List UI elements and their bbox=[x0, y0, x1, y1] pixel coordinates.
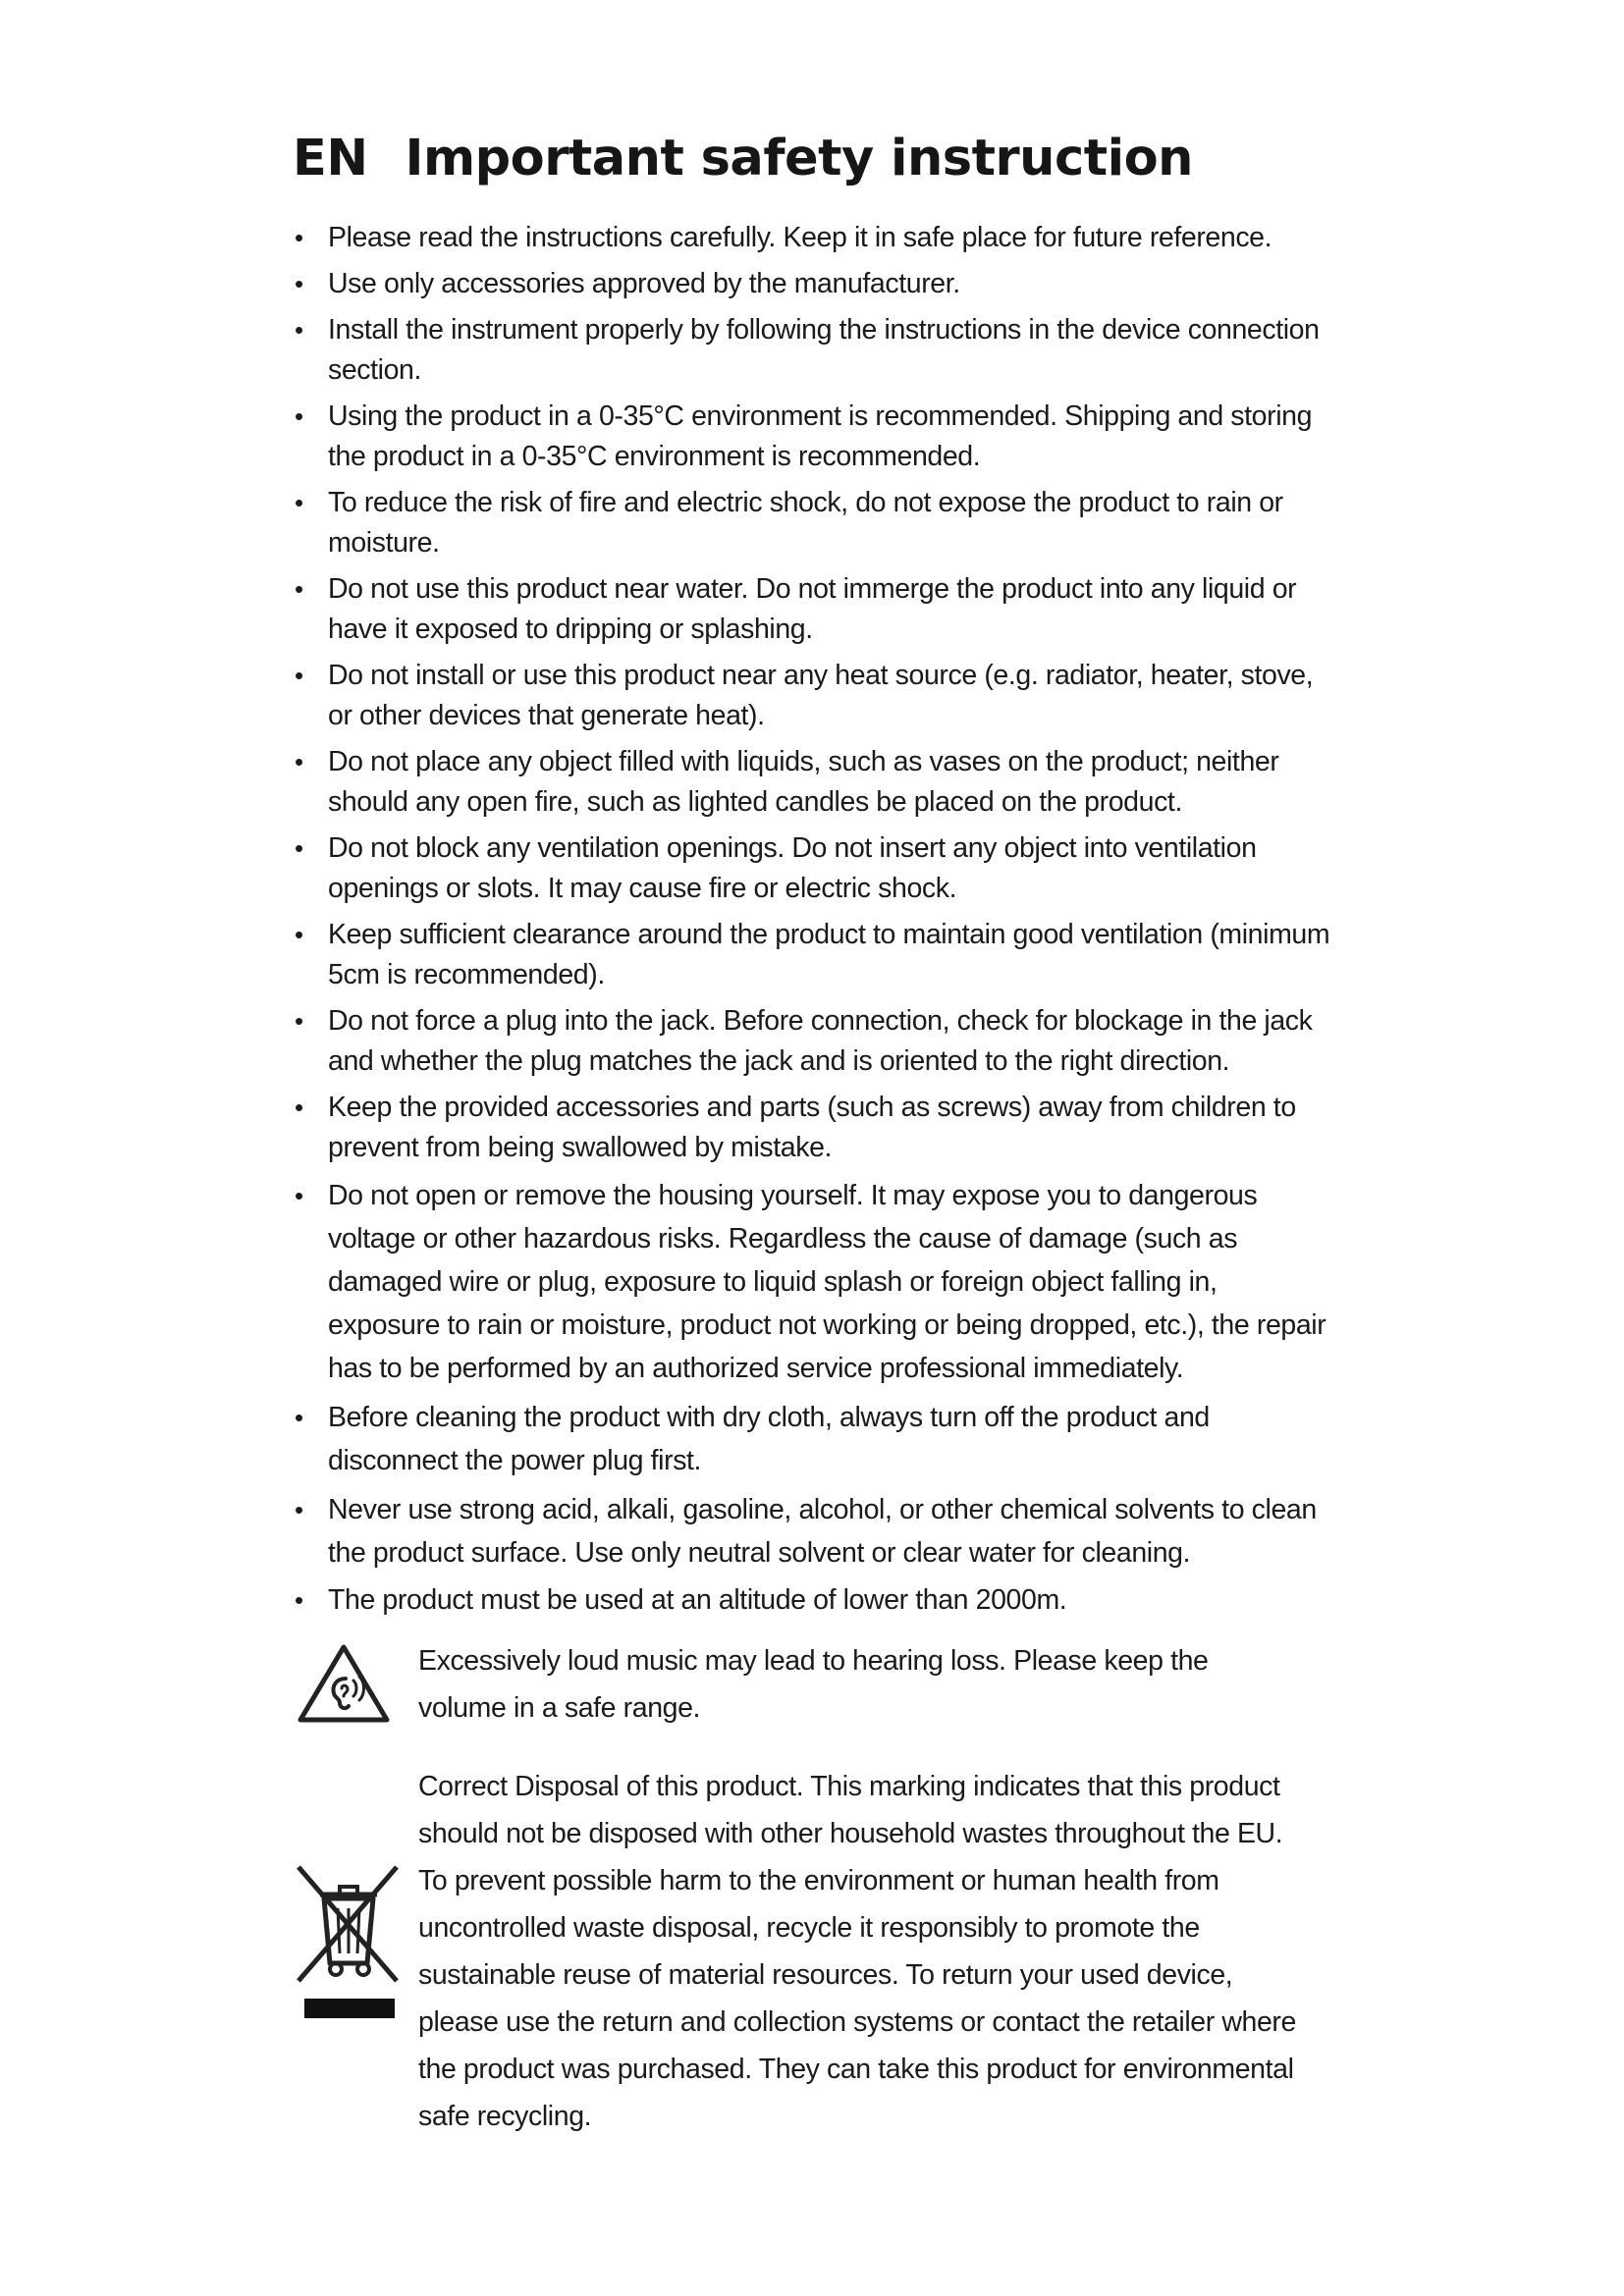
list-item-text: The product must be used at an altitude of lower than 2000m. bbox=[328, 1584, 1067, 1616]
weee-crossed-bin-icon bbox=[295, 1853, 403, 2020]
disposal-notice bbox=[295, 1763, 1335, 2146]
page-title bbox=[293, 130, 1193, 187]
list-item-text: Do not block any ventilation openings. Do not insert any object into ventilation openings or slots. It may cause fire or electric shock. bbox=[328, 832, 1257, 904]
list-item bbox=[295, 915, 1335, 995]
disposal-notice-text: Correct Disposal of this product. This marking indicates that this product should not be disposed with other household wastes throughout the EU. To prevent possible harm to the environment or human health from uncontrolled waste disposal, recycle it responsibly to promote the sustainable reuse of material resources. To return your used device, please use the return and collection systems or contact the retailer where the product was purchased. They can take this product for environmental safe recycling. bbox=[418, 1771, 1296, 2132]
list-item bbox=[295, 1580, 1335, 1621]
list-item-text: Use only accessories approved by the manufacturer. bbox=[328, 268, 960, 299]
bullet-icon: • bbox=[295, 1006, 303, 1036]
list-item-text: To reduce the risk of fire and electric shock, do not expose the product to rain or moisture. bbox=[328, 487, 1283, 559]
list-item-text: Keep sufficient clearance around the product to maintain good ventilation (minimum 5cm is recommended). bbox=[328, 919, 1330, 990]
language-code: EN bbox=[293, 130, 368, 187]
list-item bbox=[295, 264, 1335, 304]
title-text: Important safety instruction bbox=[405, 130, 1193, 187]
bullet-icon: • bbox=[295, 1181, 303, 1210]
hearing-warning-icon bbox=[295, 1641, 393, 1728]
bullet-icon: • bbox=[295, 833, 303, 863]
list-item bbox=[295, 656, 1335, 736]
list-item bbox=[295, 1488, 1335, 1575]
list-item bbox=[295, 569, 1335, 650]
list-item bbox=[295, 1088, 1335, 1168]
list-item-text: Do not force a plug into the jack. Before connection, check for blockage in the jack and whether the plug matches the jack and is oriented to the right direction. bbox=[328, 1005, 1313, 1077]
list-item bbox=[295, 483, 1335, 563]
list-item-text: Using the product in a 0-35°C environment is recommended. Shipping and storing the product in a 0-35°C environment is recommended. bbox=[328, 400, 1313, 472]
list-item-text: Keep the provided accessories and parts (such as screws) away from children to prevent from being swallowed by mistake. bbox=[328, 1092, 1296, 1163]
bullet-icon: • bbox=[295, 747, 303, 776]
list-item-text: Install the instrument properly by following the instructions in the device connection section. bbox=[328, 314, 1320, 386]
list-item-text: Before cleaning the product with dry cloth, always turn off the product and disconnect the power plug first. bbox=[328, 1402, 1210, 1476]
safety-instruction-list bbox=[295, 218, 1335, 1627]
list-item bbox=[295, 1174, 1335, 1390]
bullet-icon: • bbox=[295, 315, 303, 345]
list-item bbox=[295, 828, 1335, 909]
list-item-text: Please read the instructions carefully. Keep it in safe place for future reference. bbox=[328, 222, 1272, 253]
bullet-icon: • bbox=[295, 401, 303, 431]
list-item-text: Never use strong acid, alkali, gasoline, alcohol, or other chemical solvents to clean the product surface. Use only neutral solvent or clear water for cleaning. bbox=[328, 1494, 1317, 1569]
hearing-notice bbox=[295, 1637, 1335, 1745]
list-item bbox=[295, 1396, 1335, 1482]
list-item-text: Do not place any object filled with liquids, such as vases on the product; neither should any open fire, such as lighted candles be placed on the product. bbox=[328, 746, 1279, 818]
bullet-icon: • bbox=[295, 488, 303, 517]
bullet-icon: • bbox=[295, 661, 303, 690]
list-item-text: Do not open or remove the housing yourself. It may expose you to dangerous voltage or other hazardous risks. Regardless the cause of damage (such as damaged wire or plug, exposure to liquid splash or foreign object falling in, exposure to rain or moisture, product not working or being dropped, etc.), the repair has to be performed by an authorized service professional immediately. bbox=[328, 1180, 1326, 1384]
list-item bbox=[295, 310, 1335, 391]
list-item bbox=[295, 1001, 1335, 1082]
list-item-text: Do not install or use this product near any heat source (e.g. radiator, heater, stove, or other devices that generate heat). bbox=[328, 660, 1314, 731]
bullet-icon: • bbox=[295, 223, 303, 252]
list-item bbox=[295, 218, 1335, 258]
bullet-icon: • bbox=[295, 574, 303, 604]
list-item bbox=[295, 397, 1335, 477]
list-item bbox=[295, 742, 1335, 823]
bullet-icon: • bbox=[295, 1495, 303, 1524]
bullet-icon: • bbox=[295, 1093, 303, 1122]
bullet-icon: • bbox=[295, 269, 303, 298]
list-item-text: Do not use this product near water. Do not immerge the product into any liquid or have it exposed to dripping or splashing. bbox=[328, 573, 1297, 645]
bullet-icon: • bbox=[295, 920, 303, 949]
bullet-icon: • bbox=[295, 1585, 303, 1615]
bullet-icon: • bbox=[295, 1403, 303, 1432]
hearing-notice-text: Excessively loud music may lead to hearing loss. Please keep the volume in a safe range. bbox=[418, 1645, 1209, 1724]
